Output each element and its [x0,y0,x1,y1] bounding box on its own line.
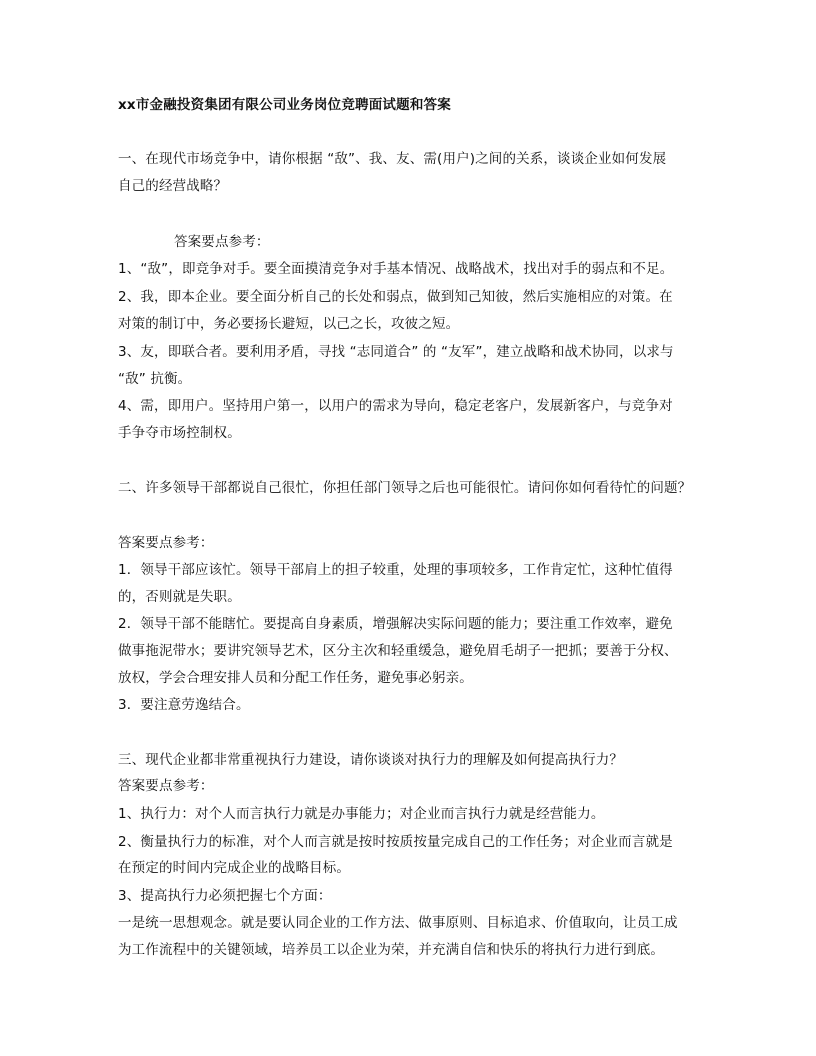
q1-answer-line: 手争夺市场控制权。 [118,425,241,441]
q3-answer-line: 为工作流程中的关键领域，培养员工以企业为荣，并充满自信和快乐的将执行力进行到底。 [118,942,664,958]
q3-answer-line: 3、提高执行力必须把握七个方面： [118,888,332,904]
q2-answer-line: 的，否则就是失职。 [118,589,241,605]
q1-answer-label: 答案要点参考： [174,234,270,250]
q3-answer-line: 在预定的时间内完成企业的战略目标。 [118,860,351,876]
q2-answer-line: 1．领导干部应该忙。领导干部肩上的担子较重，处理的事项较多，工作肯定忙，这种忙值得 [118,562,673,578]
document-title: xx市金融投资集团有限公司业务岗位竞聘面试题和答案 [118,97,451,113]
q2-answer-line: 2．领导干部不能瞎忙。要提高自身素质，增强解决实际问题的能力；要注重工作效率，避免 [118,616,673,632]
q3-answer-line: 2、衡量执行力的标准，对个人而言就是按时按质按量完成自己的工作任务；对企业而言就是 [118,834,673,850]
q2-question: 二、许多领导干部都说自己很忙，你担任部门领导之后也可能很忙。请问你如何看待忙的问题？ [118,480,692,496]
q1-answer-line: 2、我，即本企业。要全面分析自己的长处和弱点，做到知己知彼，然后实施相应的对策。在 [118,289,673,305]
q3-question: 三、现代企业都非常重视执行力建设，请你谈谈对执行力的理解及如何提高执行力？ [118,752,624,768]
q2-answer-label: 答案要点参考： [118,535,214,551]
q2-answer-line: 3．要注意劳逸结合。 [118,697,250,713]
q1-answer-line: 对策的制订中，务必要扬长避短，以己之长，攻彼之短。 [118,316,460,332]
q2-answer-line: 做事拖泥带水；要讲究领导艺术，区分主次和轻重缓急，避免眉毛胡子一把抓；要善于分权、 [118,643,678,659]
q2-answer-line: 放权，学会合理安排人员和分配工作任务，避免事必躬亲。 [118,670,473,686]
q1-answer-line: “敌” 抗衡。 [118,371,192,387]
q1-question-line-2: 自己的经营战略？ [118,178,228,194]
q1-answer-line: 3、友，即联合者。要利用矛盾，寻找 “志同道合” 的 “友军”，建立战略和战术协同，以求与 [118,344,674,360]
q3-answer-line: 1、执行力：对个人而言执行力就是办事能力；对企业而言执行力就是经营能力。 [118,806,605,822]
q1-answer-line: 4、需，即用户。坚持用户第一，以用户的需求为导向，稳定老客户，发展新客户，与竞争对 [118,398,673,414]
q3-answer-line: 一是统一思想观念。就是要认同企业的工作方法、做事原则、目标追求、价值取向，让员工成 [118,915,678,931]
q3-answer-label: 答案要点参考： [118,778,214,794]
q1-question-line-1: 一、在现代市场竞争中，请你根据 “敌”、我、友、需(用户)之间的关系，谈谈企业如何发展 [118,151,667,167]
q1-answer-line: 1、“敌”，即竞争对手。要全面摸清竞争对手基本情况、战略战术，找出对手的弱点和不足。 [118,261,674,277]
